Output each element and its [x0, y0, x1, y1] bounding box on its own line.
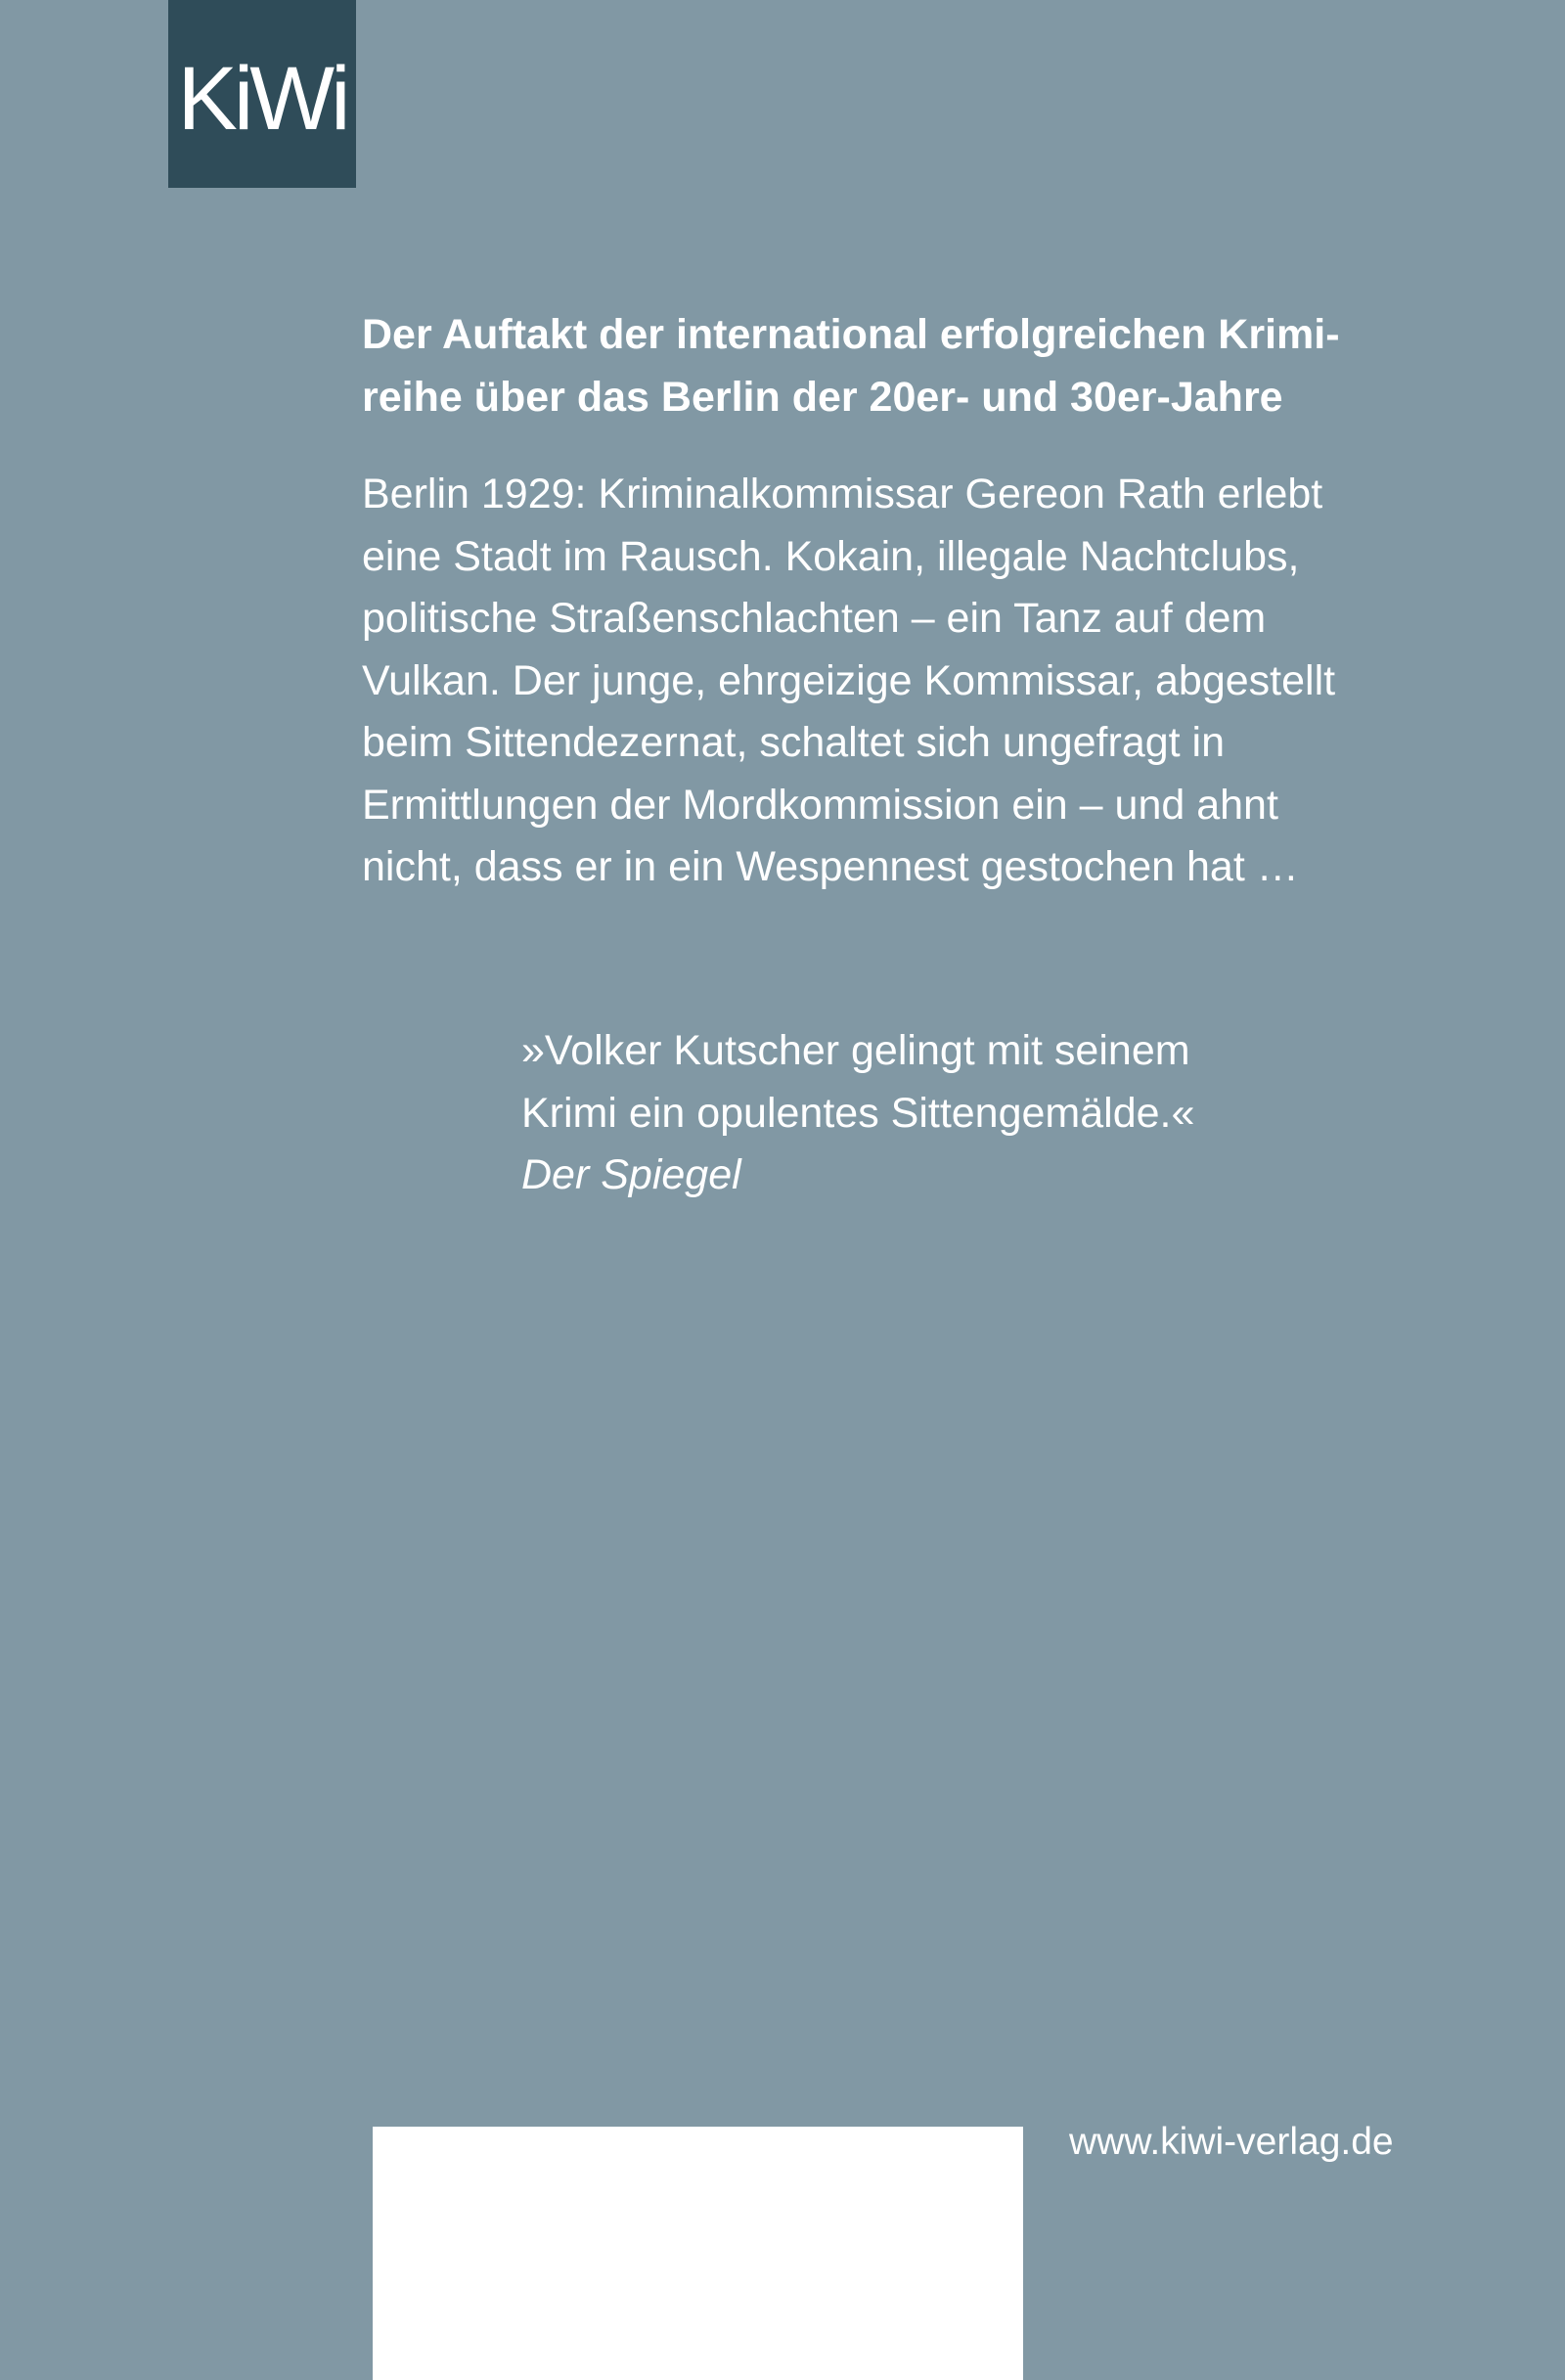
publisher-logo [168, 0, 356, 188]
publisher-logo-text: KiWi [177, 49, 347, 149]
book-description [362, 464, 1457, 899]
barcode-area [373, 2127, 1023, 2380]
headline [362, 303, 1457, 428]
description-line: eine Stadt im Rausch. Kokain, illegale Nachtclubs, [362, 532, 1300, 580]
quote-source: Der Spiegel [521, 1151, 741, 1198]
description-line: politische Straßenschlachten – ein Tanz auf dem [362, 595, 1267, 642]
quote-line: Krimi ein opulentes Sittengemälde.« [521, 1089, 1195, 1137]
description-line: Ermittlungen der Mordkommission ein – und ahnt [362, 781, 1278, 829]
description-line: Vulkan. Der junge, ehrgeizige Kommissar, abgestellt [362, 656, 1336, 704]
headline-line: Der Auftakt der international erfolgreichen Krimi- [362, 311, 1340, 358]
description-line: beim Sittendezernat, schaltet sich ungefragt in [362, 719, 1226, 766]
quote-line: »Volker Kutscher gelingt mit seinem [521, 1027, 1190, 1074]
press-quote [521, 1020, 1402, 1207]
headline-line: reihe über das Berlin der 20er- und 30er-Jahre [362, 374, 1283, 421]
publisher-website: www.kiwi-verlag.de [1069, 2121, 1394, 2163]
description-line: Berlin 1929: Kriminalkommissar Gereon Rath erlebt [362, 471, 1323, 517]
description-line: nicht, dass er in ein Wespennest gestochen hat … [362, 843, 1299, 890]
